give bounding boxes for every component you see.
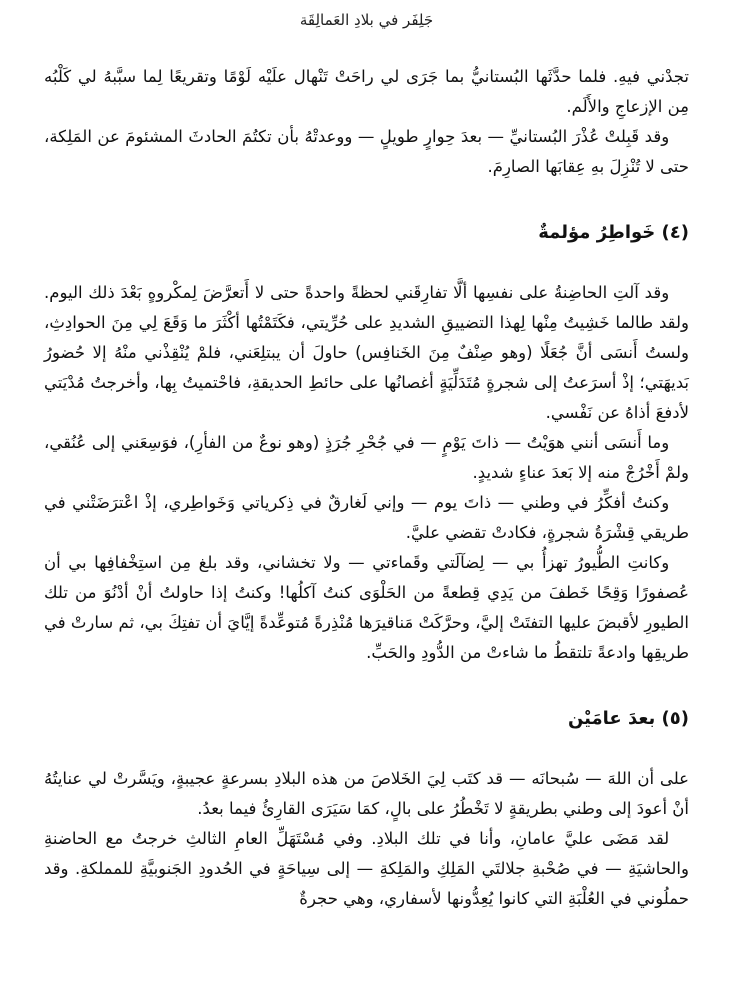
paragraph: وكانتِ الطُّيورُ تهزأُ بي — لِضآلَتي وقَماءتي — ولا تخشاني، وقد بلغ مِن استِخْفافِها بي أن عُصفورًا وَقِحًا خَطفَ من يَدِي قِطعةً من الحَلْوَى كنتُ آكلُها! وكنتُ إذا حاولتُ أنْ أدْنُوَ من تلك الطيورِ لأقبضَ عليها التفتَتْ إليَّ، وحرَّكَتْ مَناقيرَها مُنْذِرةً مُتوعِّدةً إيَّايَ أن تفتِكَ بي، ثم سارتْ في طريقِها وادعةً تلتقطُ ما شاءتْ من الدُّودِ والحَبِّ.	[44, 553, 689, 662]
section-spacer	[44, 734, 689, 764]
paragraph: على أن اللهَ — سُبحانَه — قد كتَب لِيَ الخَلاصَ من هذه البلادِ بسرعةٍ عجيبةٍ، ويَسَّرتْ لي عنايتُهُ أنْ أعودَ إلى وطني بطريقةٍ لا تَخْطُرُ على بالٍ، كمَا سَيَرَى القارِئُ فيما بعدُ.	[44, 769, 689, 818]
paragraph: وقد آلتِ الحاضِنةُ على نفسِها ألَّا تفارِقَني لحظةً واحدةً حتى لا أَتعرَّضَ لِمكْروهٍ بَعْدَ ذلك اليوم. ولقد طالما خَشِيتُ مِنْها لِهذا التضييقِ الشديدِ على حُرِّيتي، فكَتَمْتُها أكْثَرَ ما وَقَعَ لِي مِنَ الحوادِثِ، ولستُ أَنسَى أنَّ جُعَلًا (وهو صِنْفٌ مِنَ الخَنافِس) حاولَ أن يبتلِعَني، فلمْ يُنْقِذْني منْهُ إلا حُضورُ بَديهَتي؛ إذْ أسرَعتُ إلى شجرةٍ مُتَدَلِّيَةٍ أغصانُها على حائطِ الحديقةِ، فاحْتميتُ بِها، وأخرجتُ مُدْيَتي لأدفعَ أذاهُ عن نَفْسي.	[44, 283, 689, 422]
paragraph: وكنتُ أفكِّرُ في وطني — ذاتَ يوم — وإني لَغارقٌ في ذِكرياتي وَخَواطِري، إذْ اعْترَضَتْني في طريقي قِشْرَةُ شجرةٍ، فكادتْ تقضي عليَّ.	[44, 493, 689, 542]
section-spacer	[44, 182, 689, 218]
page-body	[44, 62, 689, 914]
paragraph: تجدْني فيهِ. فلما حدَّثَها البُستانيُّ بما جَرَى لي راحَتْ تَنْهال علَيْه لَوْمًا وتقريعًا لِما سبَّبهُ لي كَلْبُه مِن الإزعاجِ والأَلَم.	[44, 67, 689, 116]
paragraph: لقد مَضَى عليَّ عامانِ، وأنا في تلك البلادِ. وفي مُسْتَهَلِّ العامِ الثالثِ خرجتُ مع الحاضنةِ والحاشيَةِ — في صُحْبةِ جلالتَي المَلِكِ والمَلِكةِ — إلى سِياحَةٍ في الحُدودِ الجَنوبيَّةِ للمملكةِ. وقد حملُوني في العُلْبَةِ التي كانوا يُعِدُّونها لأسفاري، وهي حجرةٌ	[44, 829, 689, 908]
section-spacer	[44, 668, 689, 704]
paragraph: وقد قَبِلتْ عُذْرَ البُستانيِّ — بعدَ حِوارٍ طويلٍ — ووعدتْهُ بأن تكتُمَ الحادثَ المشئومَ عن المَلِكة، حتى لا تُنْزِلَ بهِ عِقابَها الصارِمَ.	[44, 127, 689, 176]
running-header: جَلِفَر في بلادِ العَمالِقَة	[299, 11, 434, 29]
paragraph: وما أَنسَى أنني هوَيْتُ — ذاتَ يَوْمٍ — في جُحْرِ جُرَذٍ (وهو نوعٌ من الفأرِ)، فوَسِعَني إلى عُنُقي، ولمْ أَخْرُجْ منه إلا بَعدَ عناءٍ شديدٍ.	[44, 433, 689, 482]
section-heading: (٤) خَواطِرُ مؤلمةٌ	[538, 222, 689, 243]
section-spacer	[44, 248, 689, 278]
section-heading: (٥) بعدَ عامَيْن	[567, 708, 689, 729]
